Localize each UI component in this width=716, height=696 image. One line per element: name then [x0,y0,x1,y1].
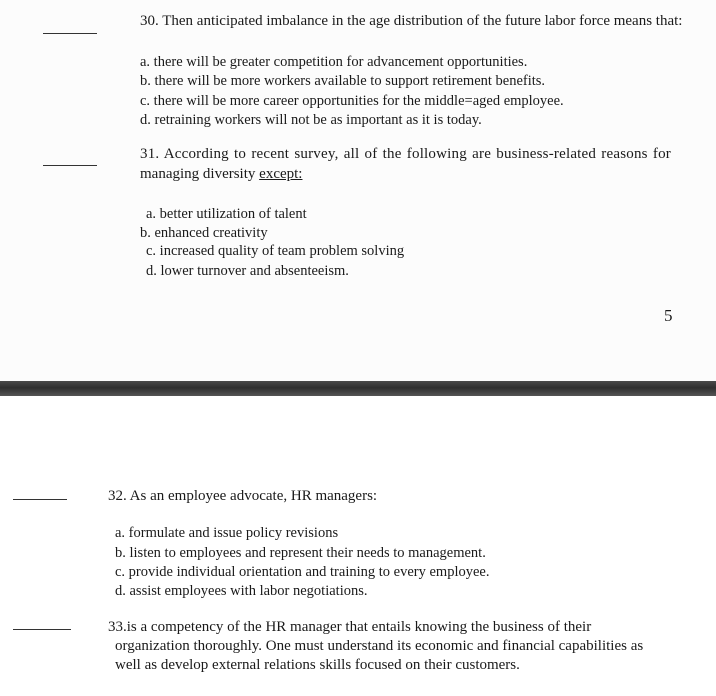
question-31-except-emphasis: except: [259,166,303,182]
question-32-option-d: d. assist employees with labor negotiations. [115,583,368,599]
question-33-line1: 33.is a competency of the HR manager that entails knowing the business of their [108,619,592,635]
question-31-prompt-line2 [140,165,302,183]
question-33-line2: organization thoroughly. One must understand its economic and financial capabilities as [115,638,644,654]
question-32-option-c: c. provide individual orientation and training to every employee. [115,564,490,580]
question-31-option-c: c. increased quality of team problem solving [146,243,405,259]
page-separator-bar [0,381,716,396]
question-31-prompt-line2-text: managing diversity [140,166,260,182]
question-31-option-b: b. enhanced creativity [140,225,268,241]
question-32-option-b: b. listen to employees and represent their needs to management. [115,545,486,561]
answer-blank-31 [43,165,97,166]
scanned-page-bottom [0,397,716,696]
question-31-prompt-line1: 31. According to recent survey, all of the following are business-related reasons for [140,146,671,162]
answer-blank-30 [43,33,97,34]
question-32-option-a: a. formulate and issue policy revisions [115,525,339,541]
answer-blank-32 [13,499,67,500]
page-number: 5 [664,306,673,325]
question-31-option-d: d. lower turnover and absenteeism. [146,263,349,279]
question-30-option-d: d. retraining workers will not be as important as it is today. [140,112,482,128]
question-30-prompt: 30. Then anticipated imbalance in the age distribution of the future labor force means that: [140,13,683,29]
question-30-option-a: a. there will be greater competition for advancement opportunities. [140,54,528,70]
question-33-line3: well as develop external relations skills focused on their customers. [115,657,520,673]
answer-blank-33 [13,629,71,630]
question-31-option-a: a. better utilization of talent [146,206,307,222]
question-30-option-b: b. there will be more workers available to support retirement benefits. [140,73,546,89]
question-32-prompt: 32. As an employee advocate, HR managers: [108,488,378,504]
question-30-option-c: c. there will be more career opportunities for the middle=aged employee. [140,93,564,109]
